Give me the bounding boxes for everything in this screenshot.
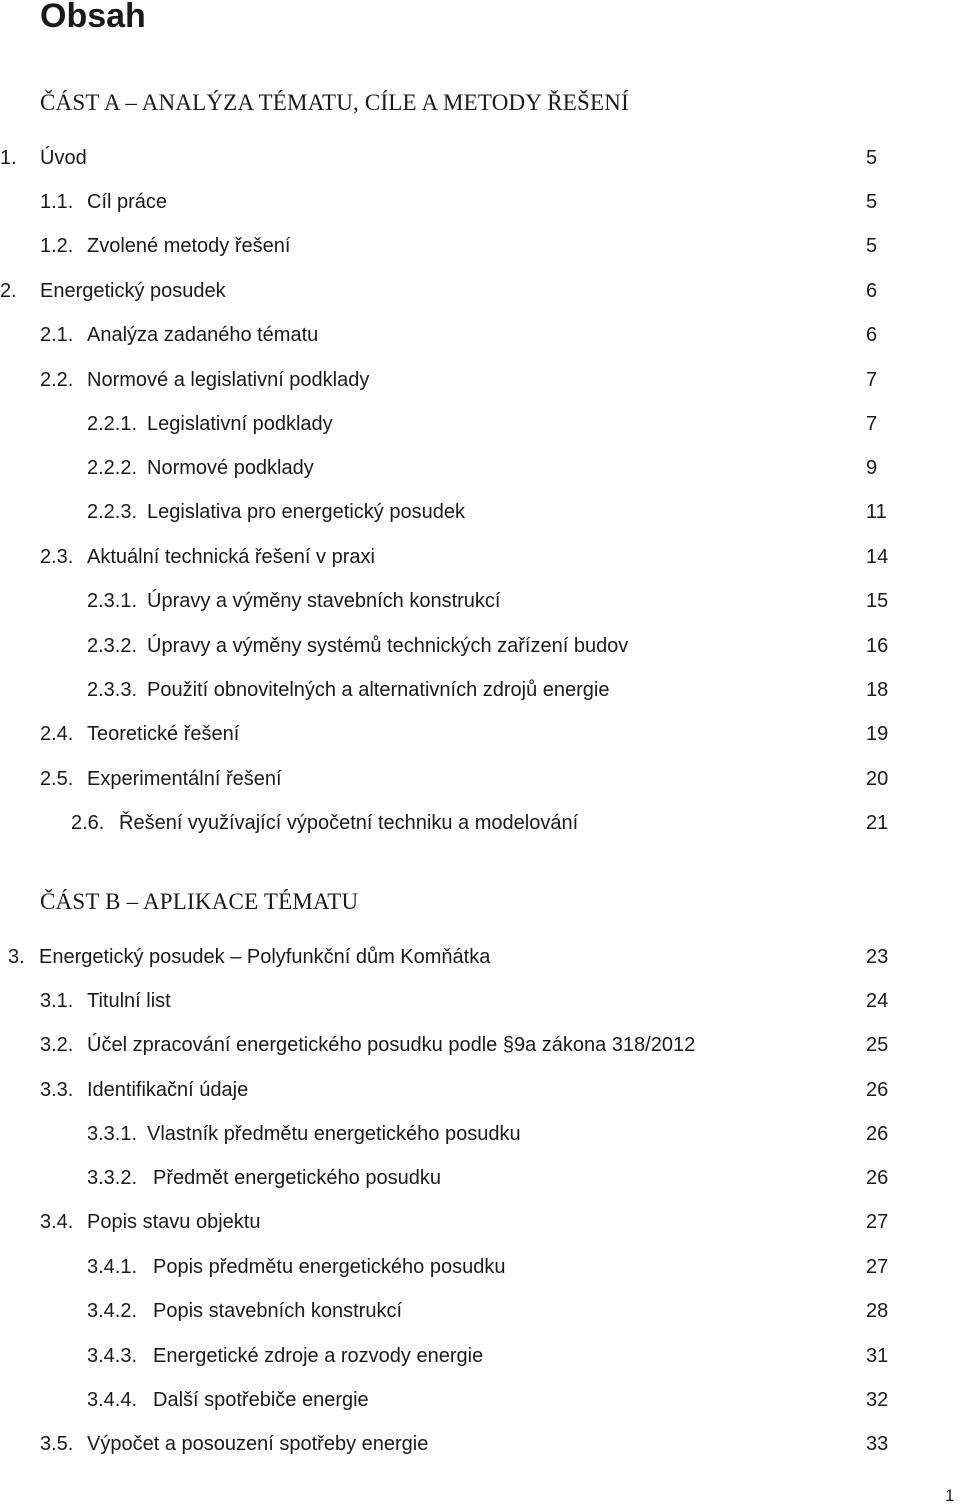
toc-label: Aktuální technická řešení v praxi [87,546,375,568]
toc-label: Energetické zdroje a rozvody energie [153,1345,484,1367]
toc-label: Energetický posudek [40,280,226,302]
toc-number: 3.4.1. [87,1256,138,1278]
toc-page: 23 [866,946,889,968]
toc-page: 28 [866,1300,889,1322]
toc-number: 2.3.3. [87,679,138,701]
toc-page: 16 [866,635,889,657]
toc-label: Legislativa pro energetický posudek [147,501,465,523]
toc-label: Vlastník předmětu energetického posudku [147,1123,521,1145]
toc-label: Teoretické řešení [87,723,240,745]
toc-number: 2.3.2. [87,635,138,657]
toc-page: 6 [866,280,878,302]
toc-entry[interactable] [0,764,960,794]
toc-number: 2.4. [40,723,74,745]
toc-page: 14 [866,546,889,568]
toc-label: Normové podklady [147,457,314,479]
toc-page: 5 [866,235,878,257]
toc-entry[interactable] [0,542,960,572]
toc-page: 5 [866,191,878,213]
toc-page: 25 [866,1034,889,1056]
toc-entry[interactable] [0,675,960,705]
toc-number: 1. [0,147,17,169]
toc-page: 6 [866,324,878,346]
toc-number: 1.1. [40,191,74,213]
toc-page: 33 [866,1433,889,1455]
toc-entry[interactable] [0,231,960,261]
toc-label: Experimentální řešení [87,768,282,790]
section-heading-part-a: ČÁST A – ANALÝZA TÉMATU, CÍLE A METODY ŘEŠENÍ [40,90,629,115]
toc-number: 2.2. [40,369,74,391]
page-number: 1 [945,1486,955,1505]
toc-number: 3.4. [40,1211,74,1233]
section-heading-part-b: ČÁST B – APLIKACE TÉMATU [40,889,359,914]
toc-label: Identifikační údaje [87,1079,249,1101]
toc-entry[interactable] [0,143,960,173]
toc-page: 9 [866,457,878,479]
toc-number: 3.4.2. [87,1300,138,1322]
toc-entry[interactable] [0,986,960,1016]
toc-number: 2.3.1. [87,590,138,612]
toc-number: 3.3.1. [87,1123,138,1145]
toc-page: 18 [866,679,889,701]
toc-number: 2.6. [71,812,105,834]
toc-label: Analýza zadaného tématu [87,324,319,346]
toc-number: 2.2.3. [87,501,138,523]
toc-number: 2.5. [40,768,74,790]
toc-number: 3.5. [40,1433,74,1455]
page-title: Obsah [40,0,146,35]
toc-page: 7 [866,369,878,391]
toc-label: Popis stavebních konstrukcí [153,1300,403,1322]
toc-entry[interactable] [0,409,960,439]
toc-number: 2. [0,280,17,302]
toc-number: 3. [8,946,25,968]
toc-number: 2.2.1. [87,413,138,435]
toc-label: Cíl práce [87,191,168,213]
toc-label: Legislativní podklady [147,413,333,435]
toc-entry[interactable] [0,1163,960,1193]
toc-label: Výpočet a posouzení spotřeby energie [87,1433,429,1455]
toc-entry[interactable] [0,1252,960,1282]
toc-page: 5 [866,147,878,169]
toc-entry[interactable] [0,453,960,483]
toc-number: 3.3.2. [87,1167,138,1189]
toc-number: 3.3. [40,1079,74,1101]
toc-number: 2.3. [40,546,74,568]
toc-entry[interactable] [0,1341,960,1371]
toc-page: 7 [866,413,878,435]
toc-number: 3.1. [40,990,74,1012]
toc-label: Popis předmětu energetického posudku [153,1256,506,1278]
toc-label: Úpravy a výměny stavebních konstrukcí [147,590,501,612]
toc-entry[interactable] [0,719,960,749]
toc-page: 32 [866,1389,889,1411]
toc-label: Energetický posudek – Polyfunkční dům Komňátka [39,946,491,968]
toc-label: Řešení využívající výpočetní techniku a modelování [119,812,579,834]
toc-label: Popis stavu objektu [87,1211,261,1233]
toc-entry[interactable] [0,631,960,661]
toc-entry[interactable] [0,1030,960,1060]
toc-page: 15 [866,590,889,612]
toc-page: 26 [866,1167,889,1189]
toc-page: 19 [866,723,889,745]
toc-label: Předmět energetického posudku [153,1167,441,1189]
toc-entry[interactable] [0,1296,960,1326]
toc-label: Titulní list [87,990,171,1012]
toc-entry[interactable] [0,276,960,306]
toc-label: Další spotřebiče energie [153,1389,369,1411]
toc-entry[interactable] [0,187,960,217]
toc-label: Účel zpracování energetického posudku podle §9a zákona 318/2012 [87,1034,696,1056]
toc-entry[interactable] [0,365,960,395]
toc-number: 3.4.4. [87,1389,138,1411]
toc-number: 1.2. [40,235,74,257]
toc-label: Zvolené metody řešení [87,235,291,257]
toc-entry[interactable] [0,1075,960,1105]
toc-page: 27 [866,1211,889,1233]
toc-number: 3.4.3. [87,1345,138,1367]
toc-number: 2.1. [40,324,74,346]
toc-page: 27 [866,1256,889,1278]
toc-entry[interactable] [0,808,960,838]
toc-entry[interactable] [0,586,960,616]
toc-number: 3.2. [40,1034,74,1056]
toc-page: 11 [866,501,887,523]
toc-entry[interactable] [0,1119,960,1149]
toc-entry[interactable] [0,1385,960,1415]
toc-entry[interactable] [0,1207,960,1237]
toc-label: Úpravy a výměny systémů technických zařízení budov [147,635,629,657]
toc-entry[interactable] [0,320,960,350]
toc-page: 26 [866,1079,889,1101]
toc-page: 24 [866,990,889,1012]
toc-label: Úvod [40,147,87,169]
toc-page: 20 [866,768,889,790]
toc-entry[interactable] [0,497,960,527]
toc-page: 21 [866,812,889,834]
toc-label: Použití obnovitelných a alternativních zdrojů energie [147,679,610,701]
toc-number: 2.2.2. [87,457,138,479]
toc-page: 31 [866,1345,889,1367]
toc-page: 26 [866,1123,889,1145]
toc-entry[interactable] [0,1429,960,1459]
toc-label: Normové a legislativní podklady [87,369,370,391]
toc-entry[interactable] [0,942,960,972]
